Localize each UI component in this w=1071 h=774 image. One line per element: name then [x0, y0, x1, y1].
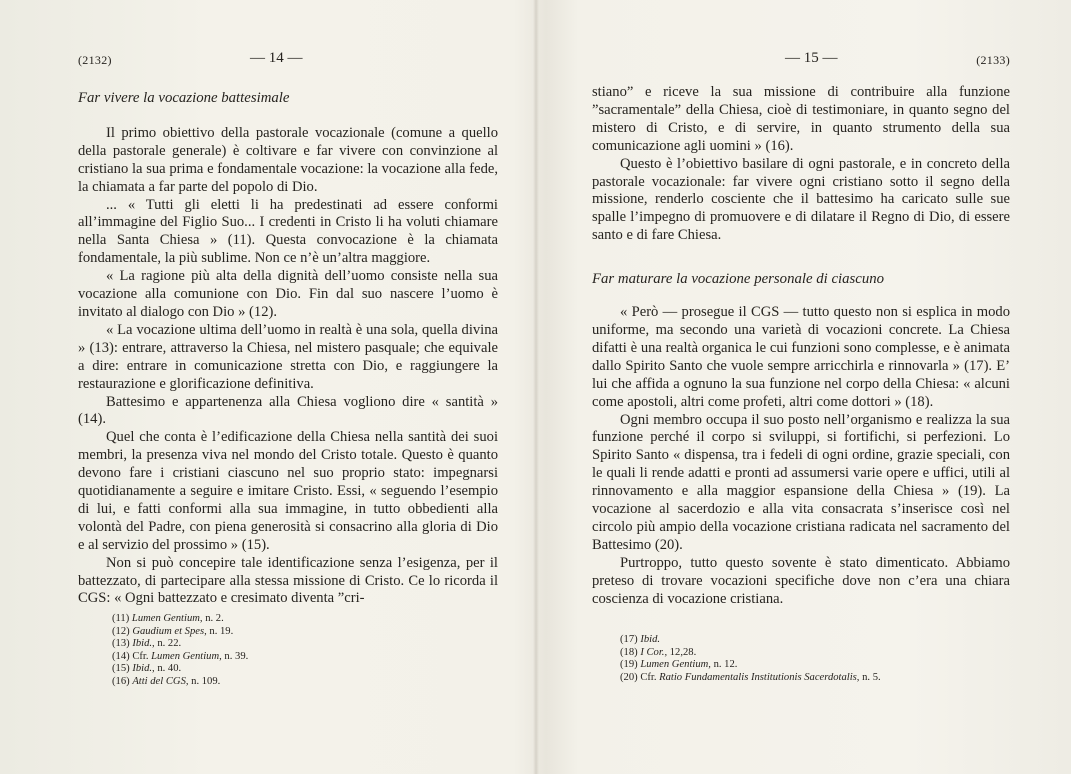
footnote: (11) Lumen Gentium, n. 2.: [112, 613, 224, 624]
footnote: (17) Ibid.: [620, 634, 661, 645]
footnote: (15) Ibid., n. 40.: [112, 663, 182, 674]
paragraph: « Però — prosegue il CGS — tutto questo non si esplica in modo uniforme, ma secondo una varietà di vocazioni concrete. La Chiesa difatti è una realtà organica le cui funzioni sono complesse, e è animata dallo Spirito Santo che vuole sempre arricchirla e rinnovarla » (17). E’ lui che affida a ognuno la sua funzione nel corpo della Chiesa: « alcuni come apostoli, altri come profeti, altri come dottori » (18).: [592, 304, 1010, 410]
footnote: (20) Cfr. Ratio Fundamentalis Institutionis Sacerdotalis, n. 5.: [620, 671, 881, 683]
footnote: (18) I Cor., 12,28.: [620, 646, 697, 658]
footnote: (14) Cfr. Lumen Gentium, n. 39.: [112, 650, 249, 662]
footnote: (19) Lumen Gentium, n. 12.: [620, 659, 738, 670]
footnotes: [112, 613, 248, 688]
paragraph: Il primo obiettivo della pastorale vocazionale (comune a quello della pastorale generale) è coltivare e far vivere con convinzione al cristiano la sua prima e fondamentale vocazione: la vocazione alla fede, la chiamata a far parte del popolo di Dio.: [78, 124, 498, 195]
paragraph-continuation: stiano” e riceve la sua missione di contribuire alla funzione ”sacramentale” della Chiesa, cioè di testimoniare, in quanto segno del mistero di Cristo, e di servire, in quanto strumento della sua comunicazione agli uomini » (16).: [592, 84, 1010, 154]
page-header: [592, 50, 1010, 70]
paragraph: « La ragione più alta della dignità dell’uomo consiste nella sua vocazione alla comunione con Dio. Fin dal suo nascere l’uomo è invitato al dialogo con Dio » (12).: [78, 268, 498, 320]
page-header: [78, 50, 498, 70]
paragraph: ... « Tutti gli eletti li ha predestinati ad essere conformi all’immagine del Figlio Suo... I credenti in Cristo li ha voluti chiamare nella Santa Chiesa » (11). Questa convocazione è la chiamata fondamentale, la più sublime. Non ce n’è un’altra maggiore.: [78, 196, 498, 267]
left-page: [78, 0, 498, 774]
footnotes: [620, 634, 881, 684]
page-code: (2132): [78, 53, 112, 67]
book-gutter: [533, 0, 539, 774]
page-number: — 15 —: [785, 50, 838, 66]
paragraph: Non si può concepire tale identificazione senza l’esigenza, per il battezzato, di partecipare alla stessa missione di Cristo. Ce lo ricorda il CGS: « Ogni battezzato e cresimato diventa ”cri-: [78, 554, 498, 607]
footnote: (16) Atti del CGS, n. 109.: [112, 675, 221, 687]
page-code: (2133): [976, 53, 1010, 67]
page-body: [78, 90, 498, 608]
paragraph: « La vocazione ultima dell’uomo in realtà è una sola, quella divina » (13): entrare, attraverso la Chiesa, nel mistero pasquale; che equivale a dire: entrare in comunicazione stretta con Dio, e raggiungere la restaurazione e glorificazione definitiva.: [78, 321, 498, 392]
right-page: [592, 0, 1010, 774]
page-body: [592, 84, 1010, 608]
paragraph: Quel che conta è l’edificazione della Chiesa nella santità dei suoi membri, la presenza viva nel mondo del Cristo totale. Questo è quanto devono fare i cristiani ciascuno nel suo proprio stato: impegnarsi quotidianamente a seguire e imitare Cristo. Essi, « seguendo l’esempio di lui, e fatti conformi alla sua immagine, in tutto obbedienti alla volontà del Padre, con piena generosità si consacrino alla gloria di Dio e al servizio del prossimo » (15).: [78, 429, 498, 553]
footnote: (12) Gaudium et Spes, n. 19.: [112, 625, 234, 637]
page-number: — 14 —: [250, 50, 303, 66]
paragraph: Purtroppo, tutto questo sovente è stato dimenticato. Abbiamo preteso di trovare vocazioni specifiche dove non c’era una chiara coscienza di vocazione cristiana.: [592, 554, 1010, 607]
paragraph: Battesimo e appartenenza alla Chiesa vogliono dire « santità » (14).: [78, 393, 498, 428]
section-title: Far vivere la vocazione battesimale: [78, 90, 290, 106]
paragraph: Questo è l’obiettivo basilare di ogni pastorale, e in concreto della pastorale vocazionale: far vivere ogni cristiano sotto il segno della missione, renderlo cosciente che il battesimo ha caricato sulle sue spalle l’impegno di promuovere e di dilatare il Regno di Dio, di essere santo e di fare Chiesa.: [592, 155, 1010, 244]
footnote: (13) Ibid., n. 22.: [112, 638, 182, 649]
paragraph: Ogni membro occupa il suo posto nell’organismo e realizza la sua funzione perché il corpo si sviluppi, si fortifichi, si perfezioni. Lo Spirito Santo « dispensa, tra i fedeli di ogni ordine, grazie speciali, con le quali li rende adatti e pronti ad assumersi varie opere e uffici, utili al rinnovamento e alla maggior espansione della Chiesa » (19). La vocazione al sacerdozio e alla vita consacrata s’inserisce così nel circolo più ampio della vocazione cristiana radicata nel sacramento del Battesimo (20).: [592, 411, 1010, 553]
section-title: Far maturare la vocazione personale di ciascuno: [592, 271, 885, 288]
